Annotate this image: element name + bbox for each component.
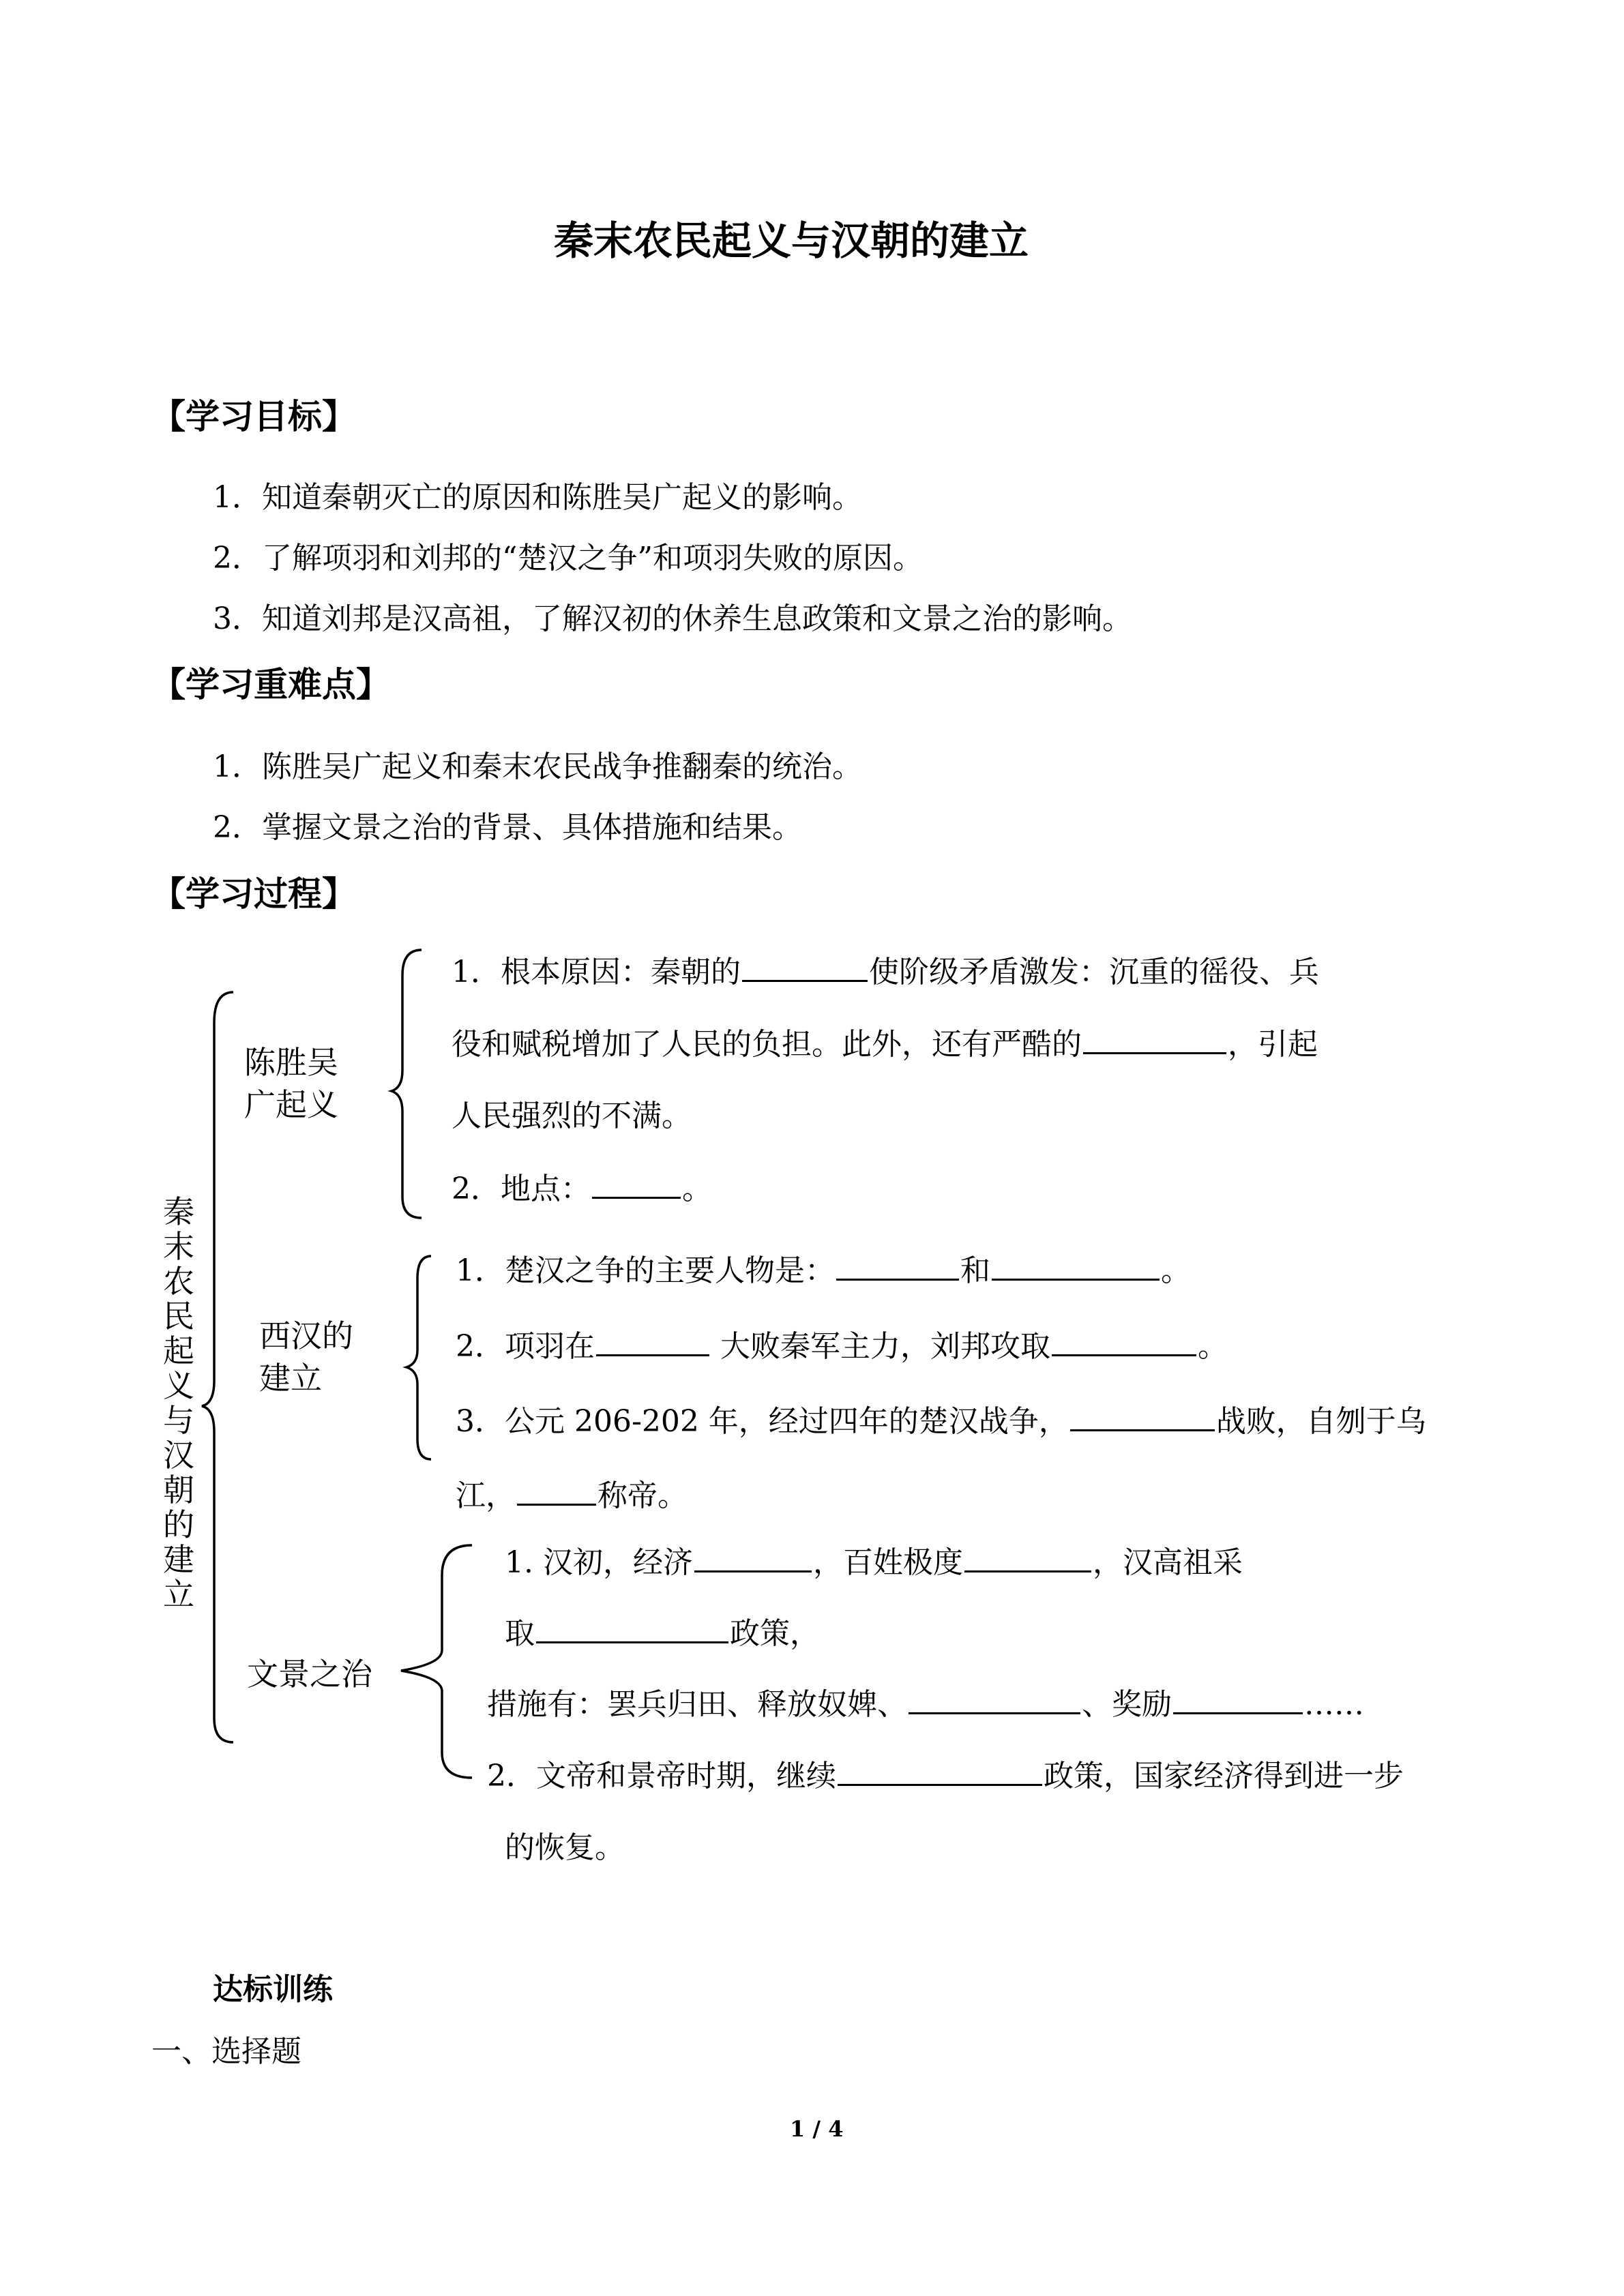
text: 战败，自刎于乌 bbox=[1215, 1404, 1426, 1439]
text: ，引起 bbox=[1228, 1027, 1318, 1062]
fill-blank[interactable] bbox=[596, 1354, 709, 1356]
page-number: 1 / 4 bbox=[790, 2116, 844, 2142]
fill-blank[interactable] bbox=[536, 1641, 728, 1643]
group3-line3 bbox=[487, 1687, 1364, 1722]
page-title: 秦末农民起义与汉朝的建立 bbox=[554, 218, 1029, 264]
group1-line1 bbox=[452, 957, 1319, 987]
fill-blank[interactable] bbox=[1173, 1712, 1303, 1714]
group2-line2 bbox=[456, 1329, 1228, 1364]
main-brace bbox=[202, 992, 233, 1742]
text: 2．项羽在 bbox=[456, 1329, 595, 1364]
text: ，汉高祖采 bbox=[1092, 1545, 1243, 1580]
goal-item-1: 1．知道秦朝灭亡的原因和陈胜吴广起义的影响。 bbox=[213, 480, 862, 515]
group1-line2 bbox=[452, 1027, 1318, 1062]
text: 使阶级矛盾激发：沉重的徭役、兵 bbox=[869, 955, 1319, 989]
practice-heading: 达标训练 bbox=[213, 1972, 333, 2007]
fill-blank[interactable] bbox=[836, 1278, 959, 1281]
group3-line4 bbox=[487, 1761, 1404, 1791]
text: 。 bbox=[682, 1172, 712, 1206]
section-heading-goals: 【学习目标】 bbox=[151, 397, 356, 436]
group3-line5: 的恢复。 bbox=[505, 1830, 625, 1865]
section-heading-key-points: 【学习重难点】 bbox=[151, 665, 390, 704]
text: 3．公元 206-202 年，经过四年的楚汉战争， bbox=[456, 1404, 1069, 1439]
fill-blank[interactable] bbox=[742, 979, 868, 982]
text: 役和赋税增加了人民的负担。此外，还有严酷的 bbox=[452, 1027, 1082, 1062]
fill-blank[interactable] bbox=[694, 1570, 812, 1572]
text: 。 bbox=[1161, 1253, 1191, 1288]
group2-line3 bbox=[456, 1404, 1426, 1439]
group2-line4 bbox=[456, 1478, 688, 1513]
goal-item-2: 2．了解项羽和刘邦的“楚汉之争”和项羽失败的原因。 bbox=[213, 541, 923, 576]
text: ，百姓极度 bbox=[812, 1545, 963, 1580]
text: 1．楚汉之争的主要人物是： bbox=[456, 1253, 835, 1288]
text: 取 bbox=[505, 1616, 535, 1651]
fill-blank[interactable] bbox=[517, 1503, 596, 1506]
text: 措施有：罢兵归田、释放奴婢、 bbox=[487, 1687, 907, 1722]
brace-group-1 bbox=[392, 950, 422, 1218]
text: 大败秦军主力，刘邦攻取 bbox=[711, 1329, 1050, 1364]
brace-group-2 bbox=[407, 1256, 431, 1459]
group3-line1 bbox=[505, 1545, 1243, 1580]
fill-blank[interactable] bbox=[1070, 1429, 1215, 1431]
text: 政策， bbox=[730, 1616, 820, 1651]
goal-item-3: 3．知道刘邦是汉高祖，了解汉初的休养生息政策和文景之治的影响。 bbox=[213, 601, 1132, 636]
fill-blank[interactable] bbox=[838, 1783, 1042, 1786]
group1-line3: 人民强烈的不满。 bbox=[452, 1099, 692, 1133]
fill-blank[interactable] bbox=[1052, 1354, 1196, 1356]
group-label-wenjing: 文景之治 bbox=[247, 1656, 372, 1693]
group-label-chen-wu: 陈胜吴广起义 bbox=[244, 1044, 338, 1123]
practice-subheading: 一、选择题 bbox=[151, 2034, 301, 2069]
text: 。 bbox=[1198, 1329, 1228, 1364]
text: …… bbox=[1304, 1687, 1364, 1722]
text: 江， bbox=[456, 1478, 516, 1513]
text: 1．根本原因：秦朝的 bbox=[452, 955, 741, 989]
text: 政策，国家经济得到进一步 bbox=[1044, 1759, 1404, 1793]
text: 称帝。 bbox=[597, 1478, 688, 1513]
group2-line1 bbox=[456, 1253, 1191, 1288]
fill-blank[interactable] bbox=[909, 1712, 1080, 1714]
fill-blank[interactable] bbox=[992, 1278, 1160, 1281]
text: 2．地点： bbox=[452, 1172, 591, 1206]
main-topic-label: 秦末农民起义与汉朝的建立 bbox=[163, 1193, 194, 1613]
key-point-item-1: 1．陈胜吴广起义和秦末农民战争推翻秦的统治。 bbox=[213, 749, 862, 784]
group1-line4 bbox=[452, 1174, 712, 1204]
group-label-western-han: 西汉的建立 bbox=[259, 1317, 353, 1397]
group3-line2 bbox=[505, 1616, 820, 1651]
fill-blank[interactable] bbox=[1083, 1052, 1226, 1054]
text: 1. 汉初，经济 bbox=[505, 1545, 693, 1580]
text: 和 bbox=[960, 1253, 990, 1288]
text: 、奖励 bbox=[1082, 1687, 1172, 1722]
key-point-item-2: 2．掌握文景之治的背景、具体措施和结果。 bbox=[213, 810, 802, 845]
section-heading-process: 【学习过程】 bbox=[151, 874, 356, 914]
fill-blank[interactable] bbox=[592, 1196, 681, 1199]
text: 2．文帝和景帝时期，继续 bbox=[487, 1759, 836, 1793]
fill-blank[interactable] bbox=[964, 1570, 1091, 1572]
